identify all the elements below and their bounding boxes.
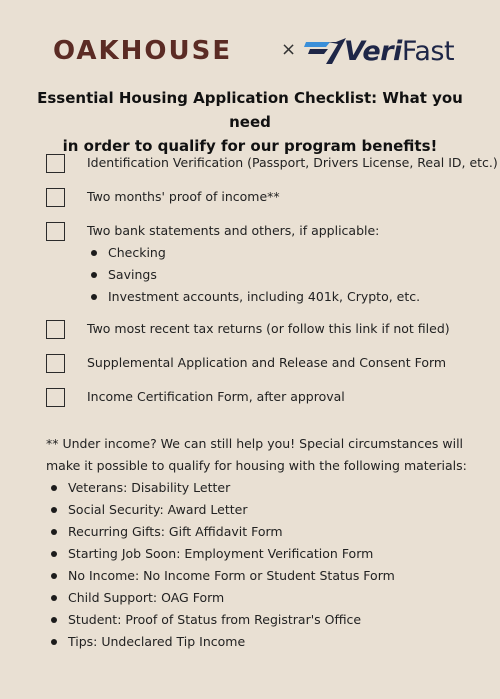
partnership-separator: × bbox=[281, 39, 297, 60]
bank-subitem: Investment accounts, including 401k, Crypto, etc. bbox=[91, 289, 403, 304]
checklist-label: Supplemental Application and Release and Consent Form bbox=[87, 355, 447, 370]
logo-bar bbox=[0, 30, 500, 74]
checklist-item[interactable] bbox=[46, 188, 486, 210]
bullet-icon bbox=[51, 573, 57, 579]
checkbox[interactable] bbox=[46, 388, 65, 407]
verifast-wordmark bbox=[344, 36, 454, 67]
checklist-label: Identification Verification (Passport, Drivers License, Real ID, etc.) bbox=[87, 155, 498, 170]
special-item: Tips: Undeclared Tip Income bbox=[68, 634, 245, 649]
verifast-prefix: Veri bbox=[344, 36, 402, 67]
checkbox[interactable] bbox=[46, 188, 65, 207]
checklist-label: Two most recent tax returns (or follow this link if not filed) bbox=[87, 321, 450, 336]
verifast-wing-icon bbox=[304, 34, 348, 70]
checkbox[interactable] bbox=[46, 354, 65, 373]
special-item: Veterans: Disability Letter bbox=[68, 480, 230, 495]
verifast-suffix: Fast bbox=[401, 36, 455, 67]
special-item: No Income: No Income Form or Student Status Form bbox=[68, 568, 395, 583]
checklist-item[interactable] bbox=[46, 222, 486, 244]
bank-subitem: Savings bbox=[91, 267, 140, 282]
special-item: Starting Job Soon: Employment Verification Form bbox=[68, 546, 373, 561]
bullet-icon bbox=[91, 272, 97, 278]
income-note bbox=[46, 433, 476, 477]
checklist-label: Two bank statements and others, if applicable: bbox=[87, 223, 380, 238]
bank-subitem: Checking bbox=[91, 245, 149, 260]
special-item: Social Security: Award Letter bbox=[68, 502, 247, 517]
checklist-item[interactable] bbox=[46, 154, 498, 176]
special-item: Student: Proof of Status from Registrar's Office bbox=[68, 612, 361, 627]
checkbox[interactable] bbox=[46, 320, 65, 339]
checkbox[interactable] bbox=[46, 222, 65, 241]
title-line-1: Essential Housing Application Checklist: What you need bbox=[37, 89, 463, 131]
bullet-icon bbox=[91, 250, 97, 256]
bullet-icon bbox=[51, 639, 57, 645]
bullet-icon bbox=[51, 507, 57, 513]
note-line-2: make it possible to qualify for housing with the following materials: bbox=[46, 458, 467, 473]
bullet-icon bbox=[51, 617, 57, 623]
special-item: Recurring Gifts: Gift Affidavit Form bbox=[68, 524, 283, 539]
checklist-label: Two months' proof of income** bbox=[87, 189, 280, 204]
bullet-icon bbox=[51, 529, 57, 535]
bullet-icon bbox=[51, 595, 57, 601]
checklist-label: Income Certification Form, after approval bbox=[87, 389, 345, 404]
checklist-item[interactable] bbox=[46, 320, 486, 342]
bullet-icon bbox=[51, 551, 57, 557]
page-title bbox=[20, 86, 480, 158]
special-item: Child Support: OAG Form bbox=[68, 590, 224, 605]
bullet-icon bbox=[51, 485, 57, 491]
bullet-icon bbox=[91, 294, 97, 300]
oakhouse-logo: OAKHOUSE bbox=[53, 36, 233, 66]
verifast-logo bbox=[304, 34, 454, 70]
checklist-item[interactable] bbox=[46, 354, 486, 376]
checklist-item[interactable] bbox=[46, 388, 486, 410]
title-line-2: in order to qualify for our program benefits! bbox=[62, 137, 438, 155]
note-line-1: ** Under income? We can still help you! Special circumstances will bbox=[46, 436, 464, 451]
checkbox[interactable] bbox=[46, 154, 65, 173]
